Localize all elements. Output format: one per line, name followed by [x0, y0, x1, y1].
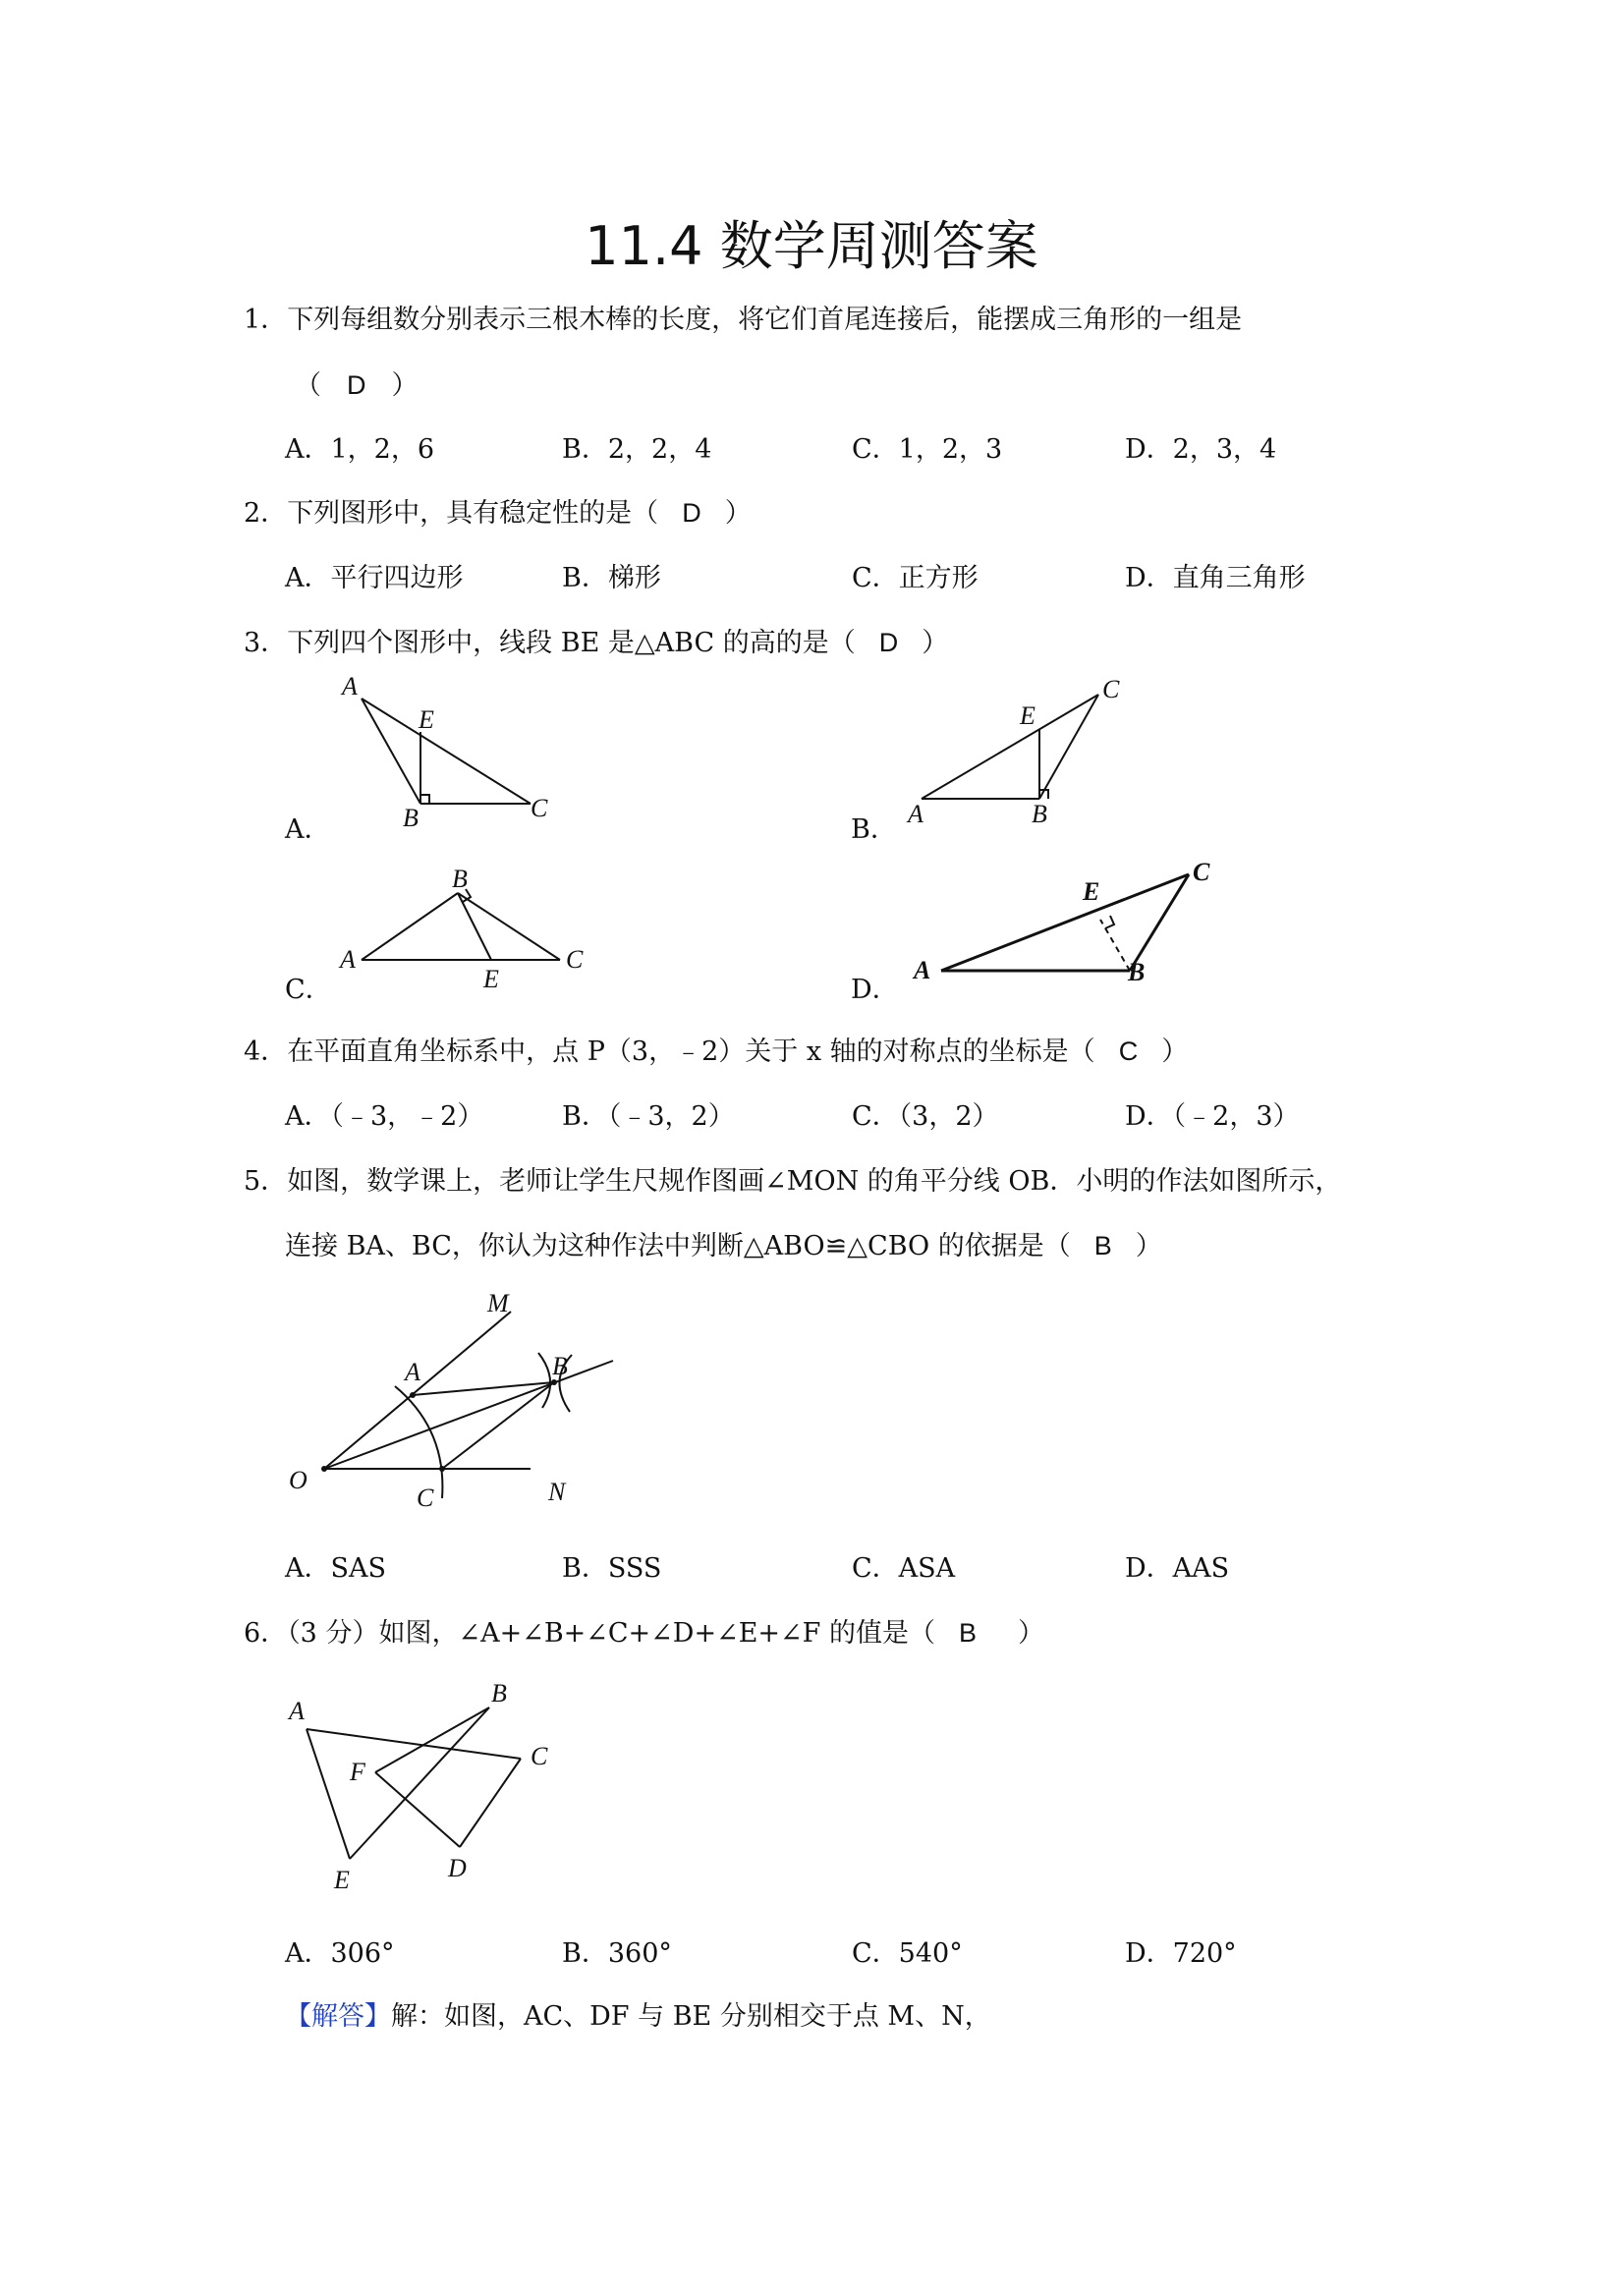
question-number: 4．	[244, 1036, 288, 1067]
figure-3b	[894, 673, 1149, 830]
answer: C	[1118, 1036, 1139, 1066]
figure-label-b: B．	[851, 814, 897, 845]
segment-fd	[375, 1772, 460, 1847]
figure-6	[285, 1670, 580, 1906]
segment-ac	[922, 695, 1098, 799]
option-c: C．ASA	[852, 1553, 956, 1584]
option-a: A．平行四边形	[285, 563, 464, 593]
question-number: 2．	[244, 498, 288, 529]
segment-bc	[1039, 695, 1098, 799]
point-label: F	[350, 1758, 365, 1786]
option-d: D．720°	[1125, 1938, 1237, 1969]
question-text: 在平面直角坐标系中，点 P（3，﹣2）关于 x 轴的对称点的坐标是（	[287, 1036, 1095, 1067]
segment-ac	[362, 699, 531, 804]
point-label: A	[289, 1697, 305, 1725]
point-label: E	[334, 1866, 350, 1894]
point-label: E	[1020, 701, 1035, 730]
bracket-close: ）	[391, 370, 419, 401]
point-label: A	[342, 672, 358, 700]
point-label: D	[448, 1854, 467, 1882]
figure-3c	[334, 860, 609, 997]
right-angle-mark	[420, 795, 429, 804]
solution-tag: 【解答】	[285, 2001, 391, 2032]
point-label: M	[487, 1289, 509, 1317]
point-label: C	[531, 794, 548, 822]
question-text: （3 分）如图，∠A+∠B+∠C+∠D+∠E+∠F 的值是（	[287, 1618, 935, 1649]
bracket-close: ）	[724, 498, 752, 529]
answer: D	[347, 370, 366, 400]
option-c: C．正方形	[852, 563, 979, 593]
segment-be-dashed	[1100, 920, 1130, 971]
answer: B	[958, 1618, 977, 1648]
question-text: 下列四个图形中，线段 BE 是△ABC 的高的是（	[287, 628, 856, 658]
segment-bc	[1130, 874, 1189, 971]
question-text: 下列图形中，具有稳定性的是（	[287, 498, 659, 529]
ray-ob	[324, 1361, 613, 1469]
point-label: B	[552, 1352, 568, 1380]
option-a: A．306°	[285, 1938, 395, 1969]
question-2	[244, 491, 752, 530]
option-c: C．（3，2）	[852, 1101, 999, 1132]
point-label: B	[452, 865, 468, 893]
figure-label-a: A．	[285, 814, 331, 845]
bracket-open: （	[295, 370, 321, 401]
option-b: B．梯形	[562, 563, 661, 593]
right-angle-mark	[1105, 916, 1114, 928]
segment-bc	[442, 1382, 554, 1469]
option-d: D．（﹣2，3）	[1125, 1101, 1300, 1132]
option-a: A．（﹣3，﹣2）	[285, 1101, 484, 1132]
option-b: B．（﹣3，2）	[562, 1101, 735, 1132]
ray-om	[324, 1312, 511, 1469]
bracket-close: ）	[1135, 1231, 1162, 1261]
point-label: A	[405, 1358, 420, 1386]
solution-text: 解：如图，AC、DF 与 BE 分别相交于点 M、N，	[391, 2001, 991, 2032]
question-number: 3．	[244, 628, 288, 658]
question-1-answer-line	[295, 364, 419, 402]
segment-ab	[413, 1382, 554, 1395]
point-label: C	[531, 1742, 548, 1770]
point-label: B	[403, 804, 419, 832]
question-3	[244, 621, 948, 659]
segment-ac	[307, 1729, 521, 1759]
question-4	[244, 1030, 1188, 1068]
figure-5	[285, 1282, 629, 1518]
question-number: 6．	[244, 1618, 288, 1649]
bracket-close: ）	[1161, 1036, 1189, 1067]
figure-label-c: C．	[285, 975, 332, 1005]
question-text: 如图，数学课上，老师让学生尺规作图画∠MON 的角平分线 OB．小明的作法如图所示，	[287, 1166, 1342, 1197]
point-label: O	[289, 1466, 308, 1494]
question-text-2: 连接 BA、BC，你认为这种作法中判断△ABO≌△CBO 的依据是（	[285, 1231, 1071, 1261]
point-label: E	[1083, 877, 1100, 906]
option-b: B．2，2，4	[562, 434, 712, 465]
point-c	[439, 1466, 445, 1472]
option-d: D．2，3，4	[1125, 434, 1277, 465]
option-a: A．1，2，6	[285, 434, 435, 465]
question-1	[244, 298, 1242, 336]
bracket-close: ）	[1018, 1618, 1044, 1649]
point-label: B	[1128, 958, 1146, 986]
point-label: A	[914, 956, 931, 984]
point-label: C	[1102, 675, 1120, 703]
point-label: N	[548, 1478, 566, 1506]
point-label: C	[1193, 858, 1210, 886]
segment-dc	[460, 1759, 521, 1847]
point-o	[321, 1466, 327, 1472]
point-label: B	[491, 1679, 507, 1708]
figure-3d	[904, 855, 1238, 1002]
segment-ab	[362, 699, 420, 804]
segment-ab	[362, 893, 458, 960]
solution-line	[285, 1994, 991, 2033]
point-label: C	[566, 945, 584, 974]
question-number: 5．	[244, 1166, 288, 1197]
figure-label-d: D．	[851, 975, 899, 1005]
point-label: A	[340, 945, 356, 974]
point-label: C	[417, 1484, 434, 1512]
answer: B	[1093, 1231, 1112, 1260]
segment-ae	[307, 1729, 350, 1859]
point-label: E	[419, 705, 434, 734]
question-number: 1．	[244, 305, 288, 335]
question-6	[244, 1611, 1044, 1650]
bracket-close: ）	[922, 628, 949, 658]
option-a: A．SAS	[285, 1553, 386, 1584]
option-b: B．360°	[562, 1938, 672, 1969]
page-title: 11.4 数学周测答案	[585, 215, 1038, 277]
point-label: E	[483, 965, 499, 993]
answer: D	[878, 628, 899, 657]
option-d: D．AAS	[1125, 1553, 1230, 1584]
question-5	[244, 1159, 1341, 1198]
arc-b1	[538, 1353, 550, 1408]
segment-bf	[375, 1708, 489, 1772]
point-label: A	[908, 800, 923, 828]
option-c: C．540°	[852, 1938, 963, 1969]
question-5-line-2	[285, 1224, 1162, 1262]
point-a	[410, 1392, 416, 1398]
question-text: 下列每组数分别表示三根木棒的长度，将它们首尾连接后，能摆成三角形的一组是	[287, 305, 1243, 335]
answer: D	[682, 498, 701, 528]
point-label: B	[1032, 800, 1047, 828]
option-c: C．1，2，3	[852, 434, 1003, 465]
figure-3a	[334, 673, 570, 830]
option-d: D．直角三角形	[1125, 563, 1306, 593]
option-b: B．SSS	[562, 1553, 662, 1584]
segment-bc	[458, 893, 560, 960]
segment-ac	[941, 874, 1189, 971]
